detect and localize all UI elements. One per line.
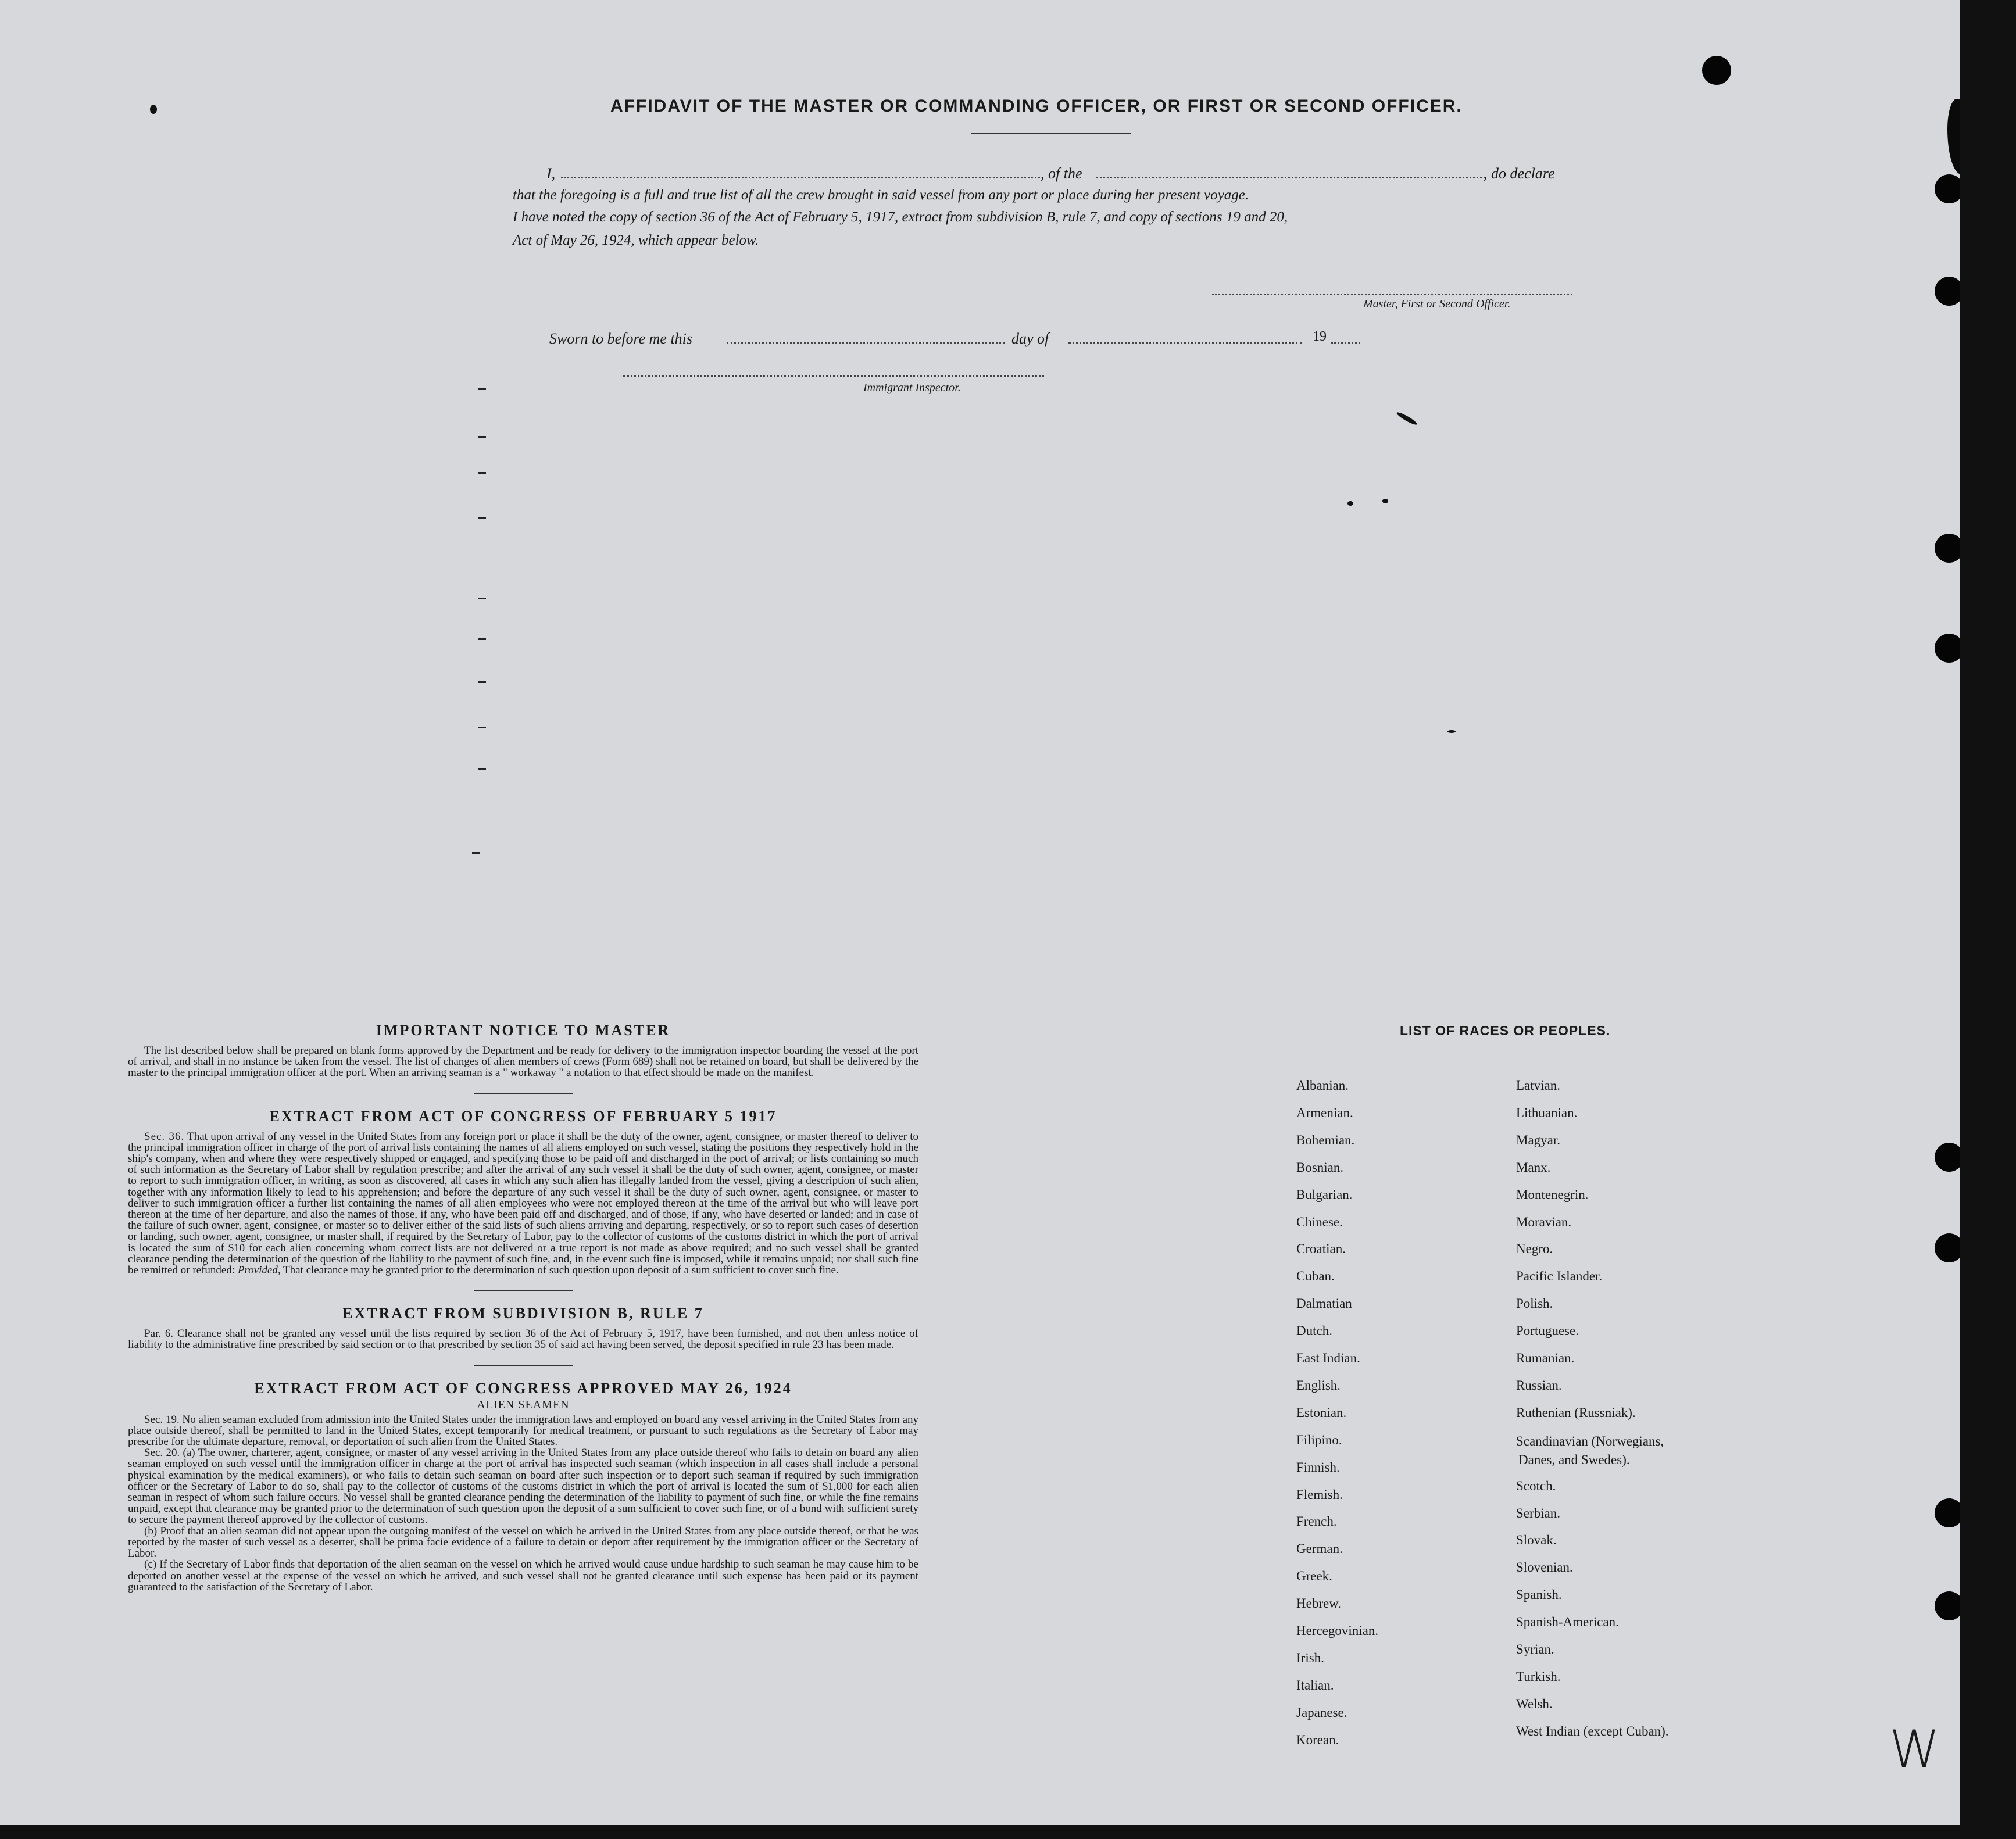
margin-tick bbox=[478, 598, 486, 599]
notice-title: IMPORTANT NOTICE TO MASTER bbox=[376, 1022, 671, 1039]
sec-19-paragraph bbox=[128, 1414, 918, 1448]
margin-tick bbox=[478, 638, 486, 640]
extract-1924-title: EXTRACT FROM ACT OF CONGRESS APPROVED MAY 26, 1924 bbox=[254, 1379, 792, 1397]
race-left-item: Albanian. bbox=[1296, 1078, 1349, 1093]
sec-19-label: Sec. 19. bbox=[144, 1413, 180, 1426]
race-left-item: Dalmatian bbox=[1296, 1296, 1352, 1311]
race-left-item: Finnish. bbox=[1296, 1459, 1340, 1475]
punch-hole bbox=[1935, 634, 1960, 663]
affidavit-of-the: , of the bbox=[1041, 165, 1082, 182]
race-right-item: Syrian. bbox=[1516, 1642, 1554, 1656]
sec-19-text: No alien seaman excluded from admission into the United States under the immigration laws and employed on board any vessel arriving in the United States from any place outside thereof, shall be permitted to land in the United States, except temporarily for medical treatment, or pursuant to such regulations as the Secretary of Labor may prescribe for the ultimate departure, removal, or deportation of such alien from the United States. bbox=[128, 1413, 919, 1448]
torn-edge bbox=[1947, 99, 1960, 174]
race-right-item: Serbian. bbox=[1516, 1505, 1561, 1520]
race-right-item: Scandinavian (Norwegians, bbox=[1516, 1433, 1664, 1448]
race-right-item: Slovenian. bbox=[1516, 1560, 1573, 1575]
race-left-item: Estonian. bbox=[1296, 1405, 1347, 1420]
vessel-blank[interactable] bbox=[1096, 177, 1485, 178]
margin-tick bbox=[478, 727, 486, 728]
race-left-item: Hebrew. bbox=[1296, 1596, 1342, 1611]
ink-speck bbox=[1447, 730, 1456, 733]
margin-tick bbox=[478, 436, 486, 438]
affidavit-do-declare: , do declare bbox=[1484, 165, 1555, 182]
extract-1917-title: EXTRACT FROM ACT OF CONGRESS OF FEBRUARY 5 1917 bbox=[269, 1107, 777, 1125]
alien-seamen-subtitle: ALIEN SEAMEN bbox=[477, 1398, 570, 1411]
inspector-signature-blank[interactable] bbox=[623, 375, 1044, 377]
separator-rule bbox=[474, 1290, 573, 1291]
race-right-item: Ruthenian (Russniak). bbox=[1516, 1405, 1636, 1420]
punch-hole bbox=[1935, 534, 1960, 563]
race-right-item: Magyar. bbox=[1516, 1132, 1561, 1147]
race-right-item: Spanish-American. bbox=[1516, 1615, 1619, 1630]
sworn-day-blank[interactable] bbox=[727, 342, 1005, 344]
sworn-month-blank[interactable] bbox=[1068, 342, 1302, 344]
sec-20c-paragraph: (c) If the Secretary of Labor finds that deportation of the alien seaman on the vessel on which he arrived would cause undue hardship to such seaman he may cause him to be deported on another vessel at the expense of the vessel on which he arrived, and such vessel shall not be granted clearance until such expense has been paid or its payment guaranteed to the satisfaction of the Secretary of Labor. bbox=[128, 1558, 918, 1593]
proviso-text: That clearance may be granted prior to the determination of such question upon deposit of a sum sufficient to cover such fine. bbox=[283, 1264, 839, 1277]
race-right-item: Moravian. bbox=[1516, 1214, 1572, 1229]
race-right-item: Turkish. bbox=[1516, 1669, 1561, 1684]
year-prefix: 19 bbox=[1313, 329, 1327, 344]
punch-hole bbox=[1935, 1591, 1960, 1620]
race-right-item: West Indian (except Cuban). bbox=[1516, 1723, 1669, 1738]
race-left-item: Bohemian. bbox=[1296, 1132, 1355, 1147]
race-right-item: Spanish. bbox=[1516, 1587, 1562, 1602]
race-left-item: Dutch. bbox=[1296, 1323, 1332, 1339]
race-left-item: Irish. bbox=[1296, 1650, 1324, 1665]
punch-hole bbox=[1935, 1498, 1960, 1527]
sec-36-label: Sec. 36. bbox=[144, 1130, 185, 1143]
inspector-caption: Immigrant Inspector. bbox=[863, 381, 961, 394]
sec-20a-paragraph bbox=[128, 1447, 918, 1525]
ink-speck bbox=[1396, 411, 1418, 427]
race-left-item: Korean. bbox=[1296, 1732, 1339, 1747]
sec-36-text: That upon arrival of any vessel in the United States from any foreign port or place it shall be the duty of the owner, agent, consignee, or master thereof to deliver to the principal immigration officer in charge of the port of arrival lists containing the names of all aliens employed on such vessel, stating the positions they respectively hold in the ship's company, when and where they were respectively shipped or engaged, and specifying those to be paid off and discharged in the port of arrival; or lists containing so much of such information as the Secretary of Labor shall by regulation prescribe; and after the arrival of any such vessel it shall be the duty of such owner, agent, consignee, or master to report to such immigration officer, in writing, as soon as discovered, all cases in which any such alien has illegally landed from the vessel, giving a description of such alien, together with any information likely to lead to his apprehension; and before the departure of any such vessel it shall be the duty of such owner, agent, consignee, or master to deliver to such immigration officer a further list containing the names of all alien employees who were not employed thereon at the time of the arrival but who will leave port thereon at the time of her departure, and also the names of those, if any, who have been paid off and discharged, and of those, if any, who have deserted or landed; and in case of the failure of such owner, agent, consignee, or master so to deliver either of the said lists of such aliens arriving and departing, respectively, or so to report such cases of desertion or landing, such owner, agent, consignee, or master shall, if required by the Secretary of Labor, pay to the collector of customs of the customs district in which the port of arrival is located the sum of $10 for each alien concerning whom correct lists are not delivered or a true report is not made as above required; and no such vessel shall be granted clearance pending the determination of the question of the liability to the payment of such fine, and, in the event such fine is imposed, while it remains unpaid; nor shall such fine be remitted or refunded: bbox=[128, 1130, 918, 1277]
name-blank[interactable] bbox=[561, 177, 1043, 178]
race-right-item: Lithuanian. bbox=[1516, 1105, 1578, 1120]
sec-20a-text: (a) The owner, charterer, agent, consignee, or master of any vessel arriving in the United States from any place outside thereof who fails to detain on board any alien seaman employed on such vessel until the immigration officer in charge at the port of arrival has inspected such seaman (which inspection in all cases shall include a personal physical examination by the medical examiners), or who fails to detain such seaman on board after such inspection or to deport such seaman if required by such immigration officer or the Secretary of Labor to do so, shall pay to the collector of customs of the customs district in which the port of arrival is located the sum of $1,000 for each alien seaman in respect of whom such failure occurs. No vessel shall be granted clearance pending the determination of the liability to payment of such fine, or while the fine remains unpaid, except that clearance may be granted prior to the determination of such question upon the deposit of a sum sufficient to cover such fine, or of a bond with sufficient surety to secure the payment thereof approved by the collector of customs. bbox=[128, 1447, 918, 1526]
punch-hole bbox=[1935, 174, 1960, 203]
race-left-item: Flemish. bbox=[1296, 1487, 1343, 1502]
ink-speck bbox=[1347, 501, 1353, 506]
race-left-item: East Indian. bbox=[1296, 1351, 1360, 1365]
punch-hole bbox=[1935, 1143, 1960, 1172]
sworn-label: Sworn to before me this bbox=[549, 330, 693, 347]
race-right-item: Latvian. bbox=[1516, 1078, 1560, 1093]
extract-1917-body bbox=[128, 1131, 918, 1276]
margin-tick bbox=[478, 681, 486, 683]
margin-tick bbox=[472, 852, 480, 854]
ink-speck bbox=[150, 105, 157, 114]
notice-body: The list described below shall be prepared on blank forms approved by the Department and be ready for delivery to the immigration inspector boarding the vessel at the port of arrival, and shall in no instance be taken from the vessel. The list of changes of alien members of crews (Form 689) shall not be retained on board, but shall be delivered by the master to the principal immigration officer at the port. When an arriving seaman is a " workaway " a notation to that effect should be made on the manifest. bbox=[128, 1044, 918, 1079]
race-left-item: Japanese. bbox=[1296, 1705, 1347, 1720]
title-rule bbox=[971, 133, 1131, 134]
race-left-item: Armenian. bbox=[1296, 1105, 1353, 1120]
race-left-item: Croatian. bbox=[1296, 1241, 1346, 1257]
extract-rule7-body: Par. 6. Clearance shall not be granted any vessel until the lists required by section 36 of the Act of February 5, 1917, have been furnished, and not then unless notice of liability to the administrative fine prescribed by said section or to that prescribed by section 35 of said act having been served, the deposit specified in rule 23 has been made. bbox=[128, 1328, 918, 1351]
punch-hole bbox=[1935, 277, 1960, 306]
separator-rule bbox=[474, 1093, 573, 1094]
race-left-item: German. bbox=[1296, 1541, 1343, 1557]
notices-column bbox=[128, 1022, 918, 1593]
sec-20-label: Sec. 20. bbox=[144, 1447, 180, 1459]
margin-tick bbox=[478, 768, 486, 770]
race-left-item: Hercegovinian. bbox=[1296, 1623, 1379, 1638]
race-right-item: Scotch. bbox=[1516, 1478, 1556, 1493]
race-right-item: Manx. bbox=[1516, 1160, 1551, 1175]
races-title: LIST OF RACES OR PEOPLES. bbox=[1400, 1023, 1611, 1038]
affidavit-title: AFFIDAVIT OF THE MASTER OR COMMANDING OFFICER, OR FIRST OR SECOND OFFICER. bbox=[610, 96, 1463, 116]
race-right-item: Portuguese. bbox=[1516, 1323, 1579, 1339]
margin-tick bbox=[478, 388, 486, 390]
affidavit-line-2: I have noted the copy of section 36 of the Act of February 5, 1917, extract from subdivision B, rule 7, and copy of sections 19 and 20, bbox=[513, 209, 1288, 225]
year-blank[interactable] bbox=[1331, 342, 1360, 344]
race-right-item: Montenegrin. bbox=[1516, 1187, 1589, 1202]
affidavit-i: I, bbox=[546, 165, 556, 182]
race-left-item: Filipino. bbox=[1296, 1432, 1342, 1447]
ink-speck bbox=[1382, 499, 1388, 503]
punch-hole bbox=[1935, 1233, 1960, 1262]
day-of-label: day of bbox=[1011, 330, 1049, 347]
affidavit-line-3: Act of May 26, 1924, which appear below. bbox=[513, 232, 759, 248]
race-left-item: Chinese. bbox=[1296, 1214, 1343, 1229]
sec-20b-paragraph: (b) Proof that an alien seaman did not appear upon the outgoing manifest of the vessel on which he arrived in the United States from any place outside thereof, or that he was reported by the master of such vessel as a deserter, shall be prima facie evidence of a failure to detain or deport after requirement by the immigration officer or the Secretary of Labor. bbox=[128, 1525, 918, 1560]
race-right-item: Russian. bbox=[1516, 1378, 1562, 1393]
race-left-item: Greek. bbox=[1296, 1569, 1332, 1584]
master-signature-blank[interactable] bbox=[1212, 294, 1572, 295]
race-right-item: Danes, and Swedes). bbox=[1518, 1452, 1630, 1467]
proviso-label: Provided, bbox=[237, 1264, 281, 1277]
master-caption: Master, First or Second Officer. bbox=[1363, 298, 1511, 310]
margin-tick bbox=[478, 472, 486, 474]
margin-tick bbox=[478, 517, 486, 519]
race-right-item: Polish. bbox=[1516, 1296, 1553, 1311]
handwritten-w-mark: W bbox=[1889, 1719, 1940, 1779]
punch-hole bbox=[1702, 56, 1731, 85]
separator-rule bbox=[474, 1365, 573, 1366]
race-left-item: Bosnian. bbox=[1296, 1160, 1344, 1175]
race-left-item: French. bbox=[1296, 1514, 1337, 1529]
race-left-item: Italian. bbox=[1296, 1677, 1334, 1693]
race-right-item: Slovak. bbox=[1516, 1533, 1557, 1548]
race-right-item: Pacific Islander. bbox=[1516, 1269, 1603, 1284]
race-left-item: Cuban. bbox=[1296, 1269, 1335, 1284]
race-right-item: Welsh. bbox=[1516, 1696, 1553, 1711]
race-left-item: English. bbox=[1296, 1378, 1341, 1393]
race-right-item: Rumanian. bbox=[1516, 1351, 1575, 1365]
race-right-item: Negro. bbox=[1516, 1241, 1553, 1257]
affidavit-line-1: that the foregoing is a full and true list of all the crew brought in said vessel from any port or place during her present voyage. bbox=[513, 187, 1249, 203]
race-left-item: Bulgarian. bbox=[1296, 1187, 1353, 1202]
extract-rule7-title: EXTRACT FROM SUBDIVISION B, RULE 7 bbox=[342, 1305, 704, 1322]
